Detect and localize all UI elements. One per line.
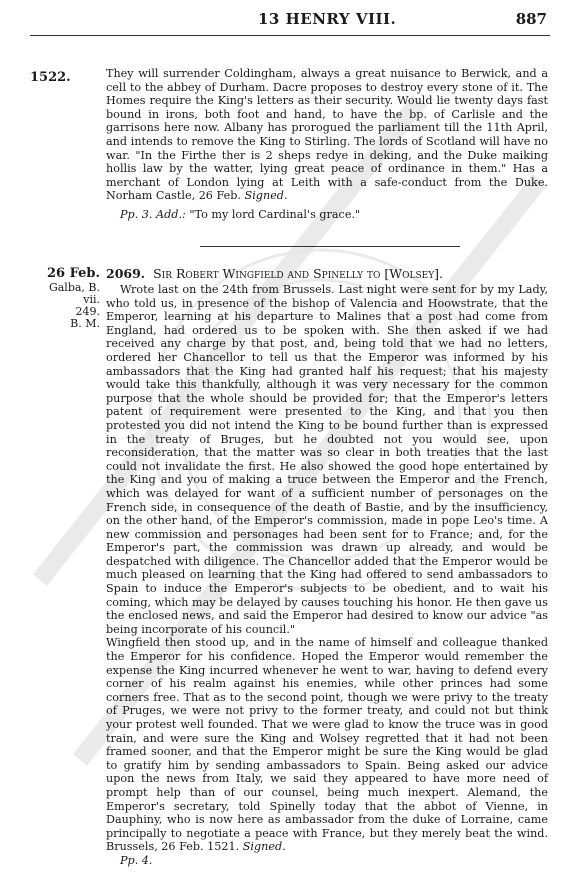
- entry-heading: [106, 266, 548, 281]
- entry-reference-3: B. M.: [70, 317, 100, 330]
- previous-entry-text: [106, 67, 548, 222]
- previous-entry-paragraph: [106, 67, 548, 203]
- entry-divider: [200, 246, 460, 247]
- running-head-title: 13 HENRY VIII.: [258, 10, 397, 28]
- running-head: [0, 10, 567, 34]
- previous-entry-body: They will surrender Coldingham, always a great nuisance to Berwick, and a cell to the abbey of Durham. Dacre proposes to destroy every stone of it. The Homes require the King's letters as their security. Would lie twenty days fast bound in irons, both foot and hand, to have the bp. of Carlisle and the garrisons here now. Albany has prorogued the parliament till the 11th April, and intends to remove the King to Stirling. The lords of Scotland will have no war. "In the Firthe ther is 2 sheps redye in deking, and the Duke maiking hollis law by the watter, lying great peace of ordinance in them." Has a merchant of London lying at Leith with a safe-conduct from the Duke. Norham Castle, 26 Feb.: [106, 67, 548, 203]
- entry-paragraph-2: [106, 636, 548, 854]
- entry-paragraph-1: Wrote last on the 24th from Brussels. Last night were sent for by my Lady, who told us, in presence of the bishop of Valencia and Hoowstrate, that the Emperor, learning at his departure to Malines that a post had come from England, had ordered us to be spoken with. She then asked if we had received any charge by that post, and, being told that we had no letters, ordered her Chancellor to tell us that the Emperor was informed by his ambassadors that the King had granted half his request; that his majesty would take this thankfully, although it was very necessary for the common purpose that the whole should be provided for; that the Emperor's letters patent of requirement were presented to the King, and that you then protested you did not intend the King to be bound further than is expressed in the treaty of Bruges, but he doubted not you would see, upon reconsideration, that the matter was so clear in both treaties that the last could not invalidate the first. He also showed the good hope entertained by the King and you of making a truce between the Emperor and the French, which was delayed for want of a sufficient number of personages on the French side, in consequence of the death of Bastie, and by the insufficiency, on the other hand, of the Emperor's commission, made in pope Leo's time. A new commission and personages had been sent for to France; and, for the Emperor's part, the commission was drawn up already, and would be despatched with diligence. The Chancellor added that the Emperor would be much pleased on learning that the King had offered to send ambassadors to Spain to induce the Emperor's subjects to be obedient, and to wait his coming, which may be delayed by causes touching his honor. He then gave us the enclosed news, and said the Emperor had desired to know our advice "as being incorporate of his council.": [106, 283, 548, 636]
- entry-pages-note: Pp. 4.: [120, 853, 153, 867]
- entry-title-rest: to [Wolsey].: [363, 266, 443, 281]
- signature-note: Signed.: [244, 189, 288, 203]
- address-label: Add.:: [156, 207, 186, 221]
- pages-note: Pp. 3.: [120, 207, 153, 221]
- address-text: "To my lord Cardinal's grace.": [185, 207, 361, 221]
- header-rule: [30, 35, 550, 36]
- entry-title: Sir Robert Wingfield and Spinelly: [153, 266, 364, 281]
- entry-date: 26 Feb.: [46, 266, 100, 281]
- entry-paragraph-2-body: Wingfield then stood up, and in the name of himself and colleague thanked the Emperor for his confidence. Hoped the Emperor would remember the expense the King incurred whenever he went to war, having to defend every corner of his realm against his enemies, while other princes had some corners free. That as to the second point, though we were privy to the treaty of Pruges, we were not privy to the former treaty, and could not but think your protest well founded. That we were glad to know the truce was in good train, and were sure the King and Wolsey regretted that it had not been framed sooner, and that the Emperor might be sure the King would be glad to gratify him by sending ambassadors to Spain. Being asked our advice upon the news from Italy, we said they appeared to have more need of prompt help than of our counsel, being much inexpert. Alemand, the Emperor's secretary, told Spinelly today that the abbot of Vienne, in Dauphiny, who is now here as ambassador from the duke of Lorraine, came principally to negotiate a peace with France, but they merely beat the wind. Brussels, 26 Feb. 1521.: [106, 636, 548, 854]
- entry-text: [106, 283, 548, 868]
- entry-signature-note: Signed.: [242, 840, 286, 854]
- page-number: 887: [515, 10, 547, 28]
- entry-number: 2069.: [106, 266, 146, 281]
- entry-margin: [30, 266, 100, 330]
- entry-reference-1: Galba, B. vii.: [48, 281, 100, 306]
- previous-entry-note: [106, 208, 548, 222]
- year-label: 1522.: [30, 70, 71, 85]
- entry-reference-2: 249.: [75, 305, 100, 318]
